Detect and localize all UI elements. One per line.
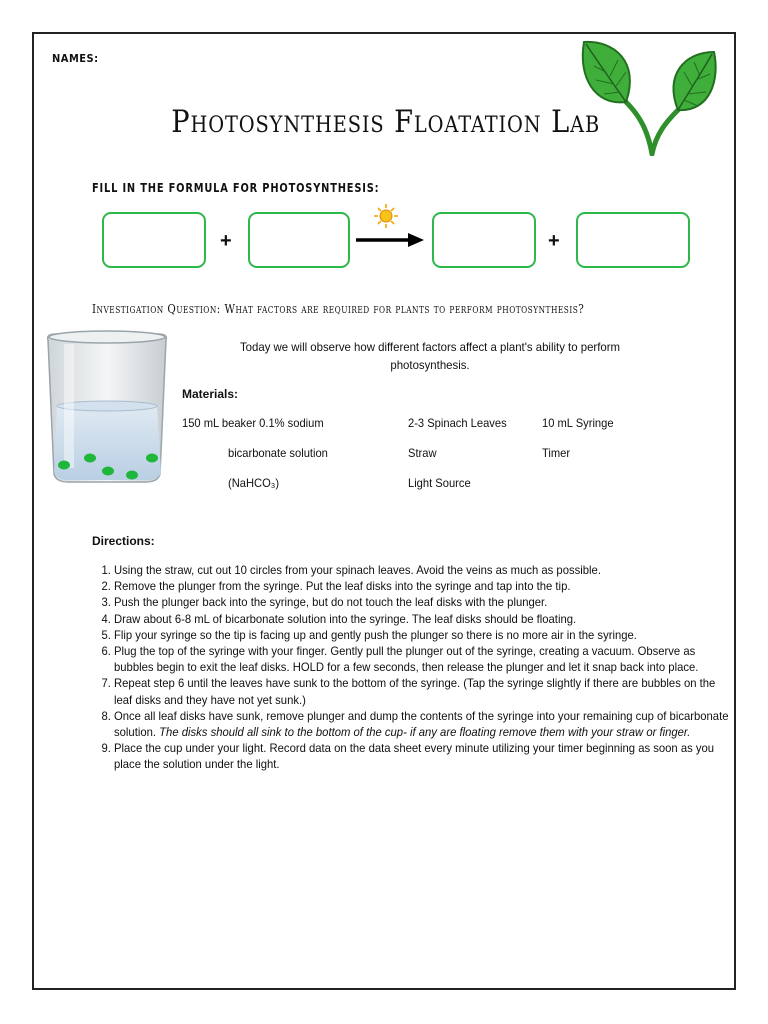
materials-heading: Materials:	[182, 387, 239, 401]
material-item: (NaHCO₃)	[228, 476, 280, 490]
investigation-question: Investigation Question: What factors are required for plants to perform photosynthesis?	[92, 301, 585, 316]
directions-list	[92, 562, 734, 773]
list-item: 6. Plug the top of the syringe with your finger. Gently pull the plunger out of the syringe, creating a vacuum. Observe as bubbles begin to exit the leaf disks. HOLD for a few seconds, then release the plunger and let it snap back into place.	[114, 643, 732, 675]
list-item: 2. Remove the plunger from the syringe. Put the leaf disks into the syringe and tap into the tip.	[114, 578, 732, 594]
directions-heading: Directions:	[92, 534, 155, 548]
material-item: Light Source	[408, 476, 471, 490]
formula-reactant-1-box[interactable]	[102, 212, 206, 268]
formula-reactant-2-box[interactable]	[248, 212, 350, 268]
formula-product-1-box[interactable]	[432, 212, 536, 268]
plus-sign-2: +	[548, 230, 560, 252]
material-item: bicarbonate solution	[228, 446, 328, 460]
material-item: Straw	[408, 446, 437, 460]
page-title: Photosynthesis Floatation Lab	[171, 104, 601, 140]
worksheet-page	[32, 32, 736, 990]
list-item: 5. Flip your syringe so the tip is facing up and gently push the plunger so there is no more air in the syringe.	[114, 627, 732, 643]
material-item: 2-3 Spinach Leaves	[408, 416, 507, 430]
formula-product-2-box[interactable]	[576, 212, 690, 268]
material-item: 150 mL beaker 0.1% sodium	[182, 416, 324, 430]
list-item: 1. Using the straw, cut out 10 circles from your spinach leaves. Avoid the veins as much as possible.	[114, 562, 732, 578]
list-item: 9. Place the cup under your light. Record data on the data sheet every minute utilizing your timer beginning as soon as you place the solution under the light.	[114, 740, 732, 772]
list-item: 7. Repeat step 6 until the leaves have sunk to the bottom of the syringe. (Tap the syringe slightly if there are bubbles on the leaf disks and they have not yet sunk.)	[114, 675, 732, 707]
formula-heading: FILL IN THE FORMULA FOR PHOTOSYNTHESIS:	[92, 181, 380, 195]
material-item: 10 mL Syringe	[542, 416, 614, 430]
step-8-text: Once all leaf disks have sunk, remove plunger and dump the contents of the syringe into your remaining cup of bicarbonate solution.	[114, 708, 729, 740]
sun-icon	[374, 204, 398, 228]
list-item: 4. Draw about 6-8 mL of bicarbonate solution into the syringe. The leaf disks should be floating.	[114, 611, 732, 627]
intro-text: Today we will observe how different factors affect a plant's ability to perform photosynthesis.	[239, 340, 621, 372]
names-label: NAMES:	[52, 52, 99, 65]
arrow-right-icon	[354, 202, 426, 258]
step-8-italic-note: The disks should all sink to the bottom of the cup- if any are floating remove them with your straw or finger.	[159, 725, 691, 740]
plus-sign-1: +	[220, 230, 232, 252]
beaker-icon	[42, 324, 172, 484]
material-item: Timer	[542, 446, 571, 460]
list-item: 3. Push the plunger back into the syringe, but do not touch the leaf disks with the plunger.	[114, 594, 732, 610]
list-item	[114, 708, 732, 740]
